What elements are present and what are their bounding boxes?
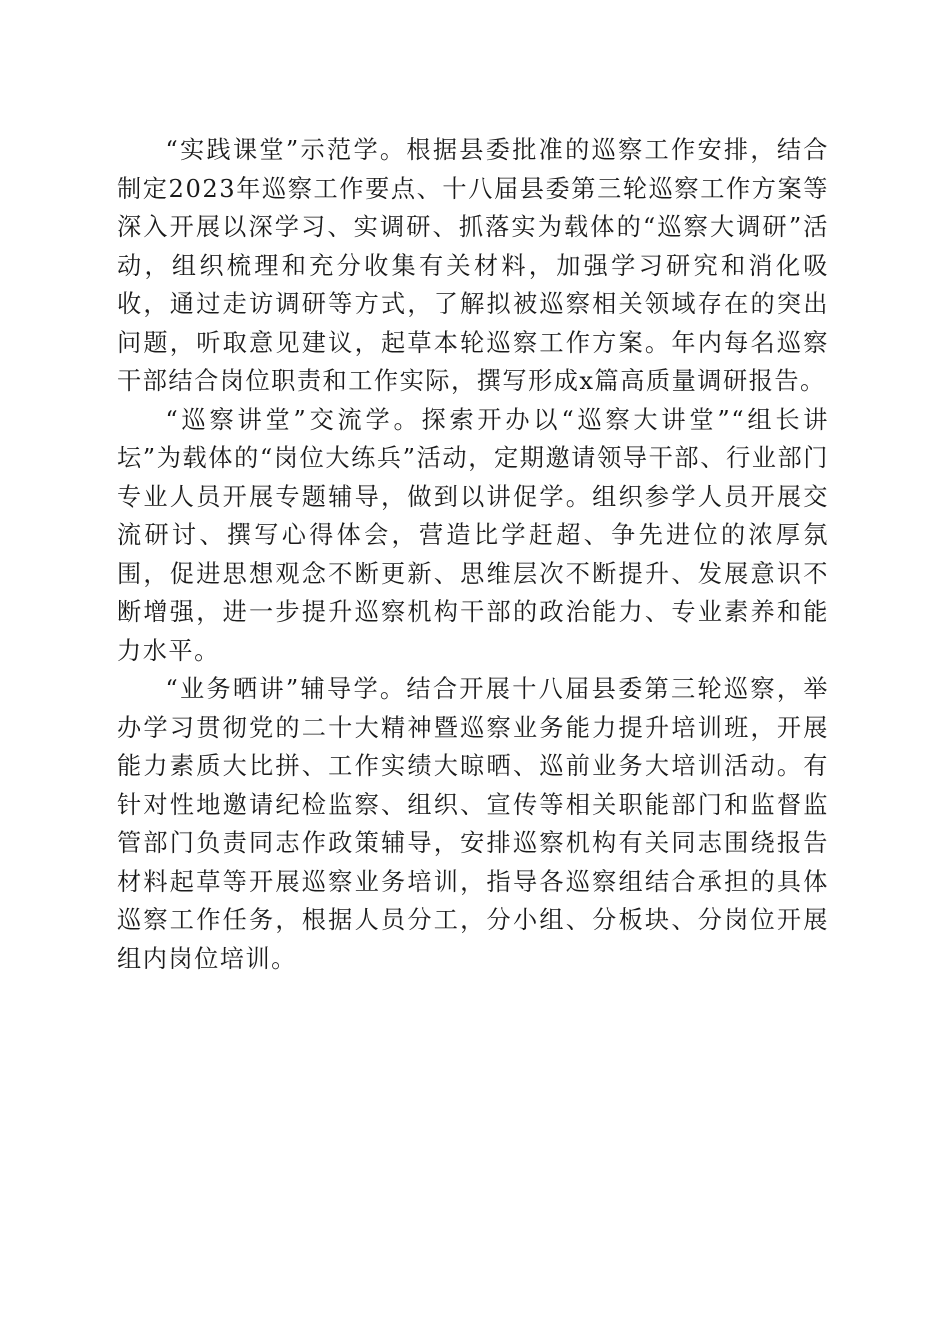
paragraph-practice-classroom: “实践课堂”示范学。根据县委批准的巡察工作安排，结合制定2023年巡察工作要点、十八届县委第三轮巡察工作方案等深入开展以深学习、实调研、抓落实为载体的“巡察大调研”活动，组织梳理和充分收集有关材料，加强学习研究和消化吸收，通过走访调研等方式，了解拟被巡察相关领域存在的突出问题，听取意见建议，起草本轮巡察工作方案。年内每名巡察干部结合岗位职责和工作实际，撰写形成x篇高质量调研报告。 <box>117 136 829 395</box>
paragraph-inspection-lecture: “巡察讲堂”交流学。探索开办以“巡察大讲堂”“组长讲坛”为载体的“岗位大练兵”活动，定期邀请领导干部、行业部门专业人员开展专题辅导，做到以讲促学。组织参学人员开展交流研讨、撰写心得体会，营造比学赶超、争先进位的浓厚氛围，促进思想观念不断更新、思维层次不断提升、发展意识不断增强，进一步提升巡察机构干部的政治能力、专业素养和能力水平。 <box>117 405 829 665</box>
document-body <box>117 131 829 978</box>
paragraph-business-tutoring: “业务晒讲”辅导学。结合开展十八届县委第三轮巡察，举办学习贯彻党的二十大精神暨巡察业务能力提升培训班，开展能力素质大比拼、工作实绩大晾晒、巡前业务大培训活动。有针对性地邀请纪检监察、组织、宣传等相关职能部门和监督监管部门负责同志作政策辅导，安排巡察机构有关同志围绕报告材料起草等开展巡察业务培训，指导各巡察组结合承担的具体巡察工作任务，根据人员分工，分小组、分板块、分岗位开展组内岗位培训。 <box>117 675 829 973</box>
